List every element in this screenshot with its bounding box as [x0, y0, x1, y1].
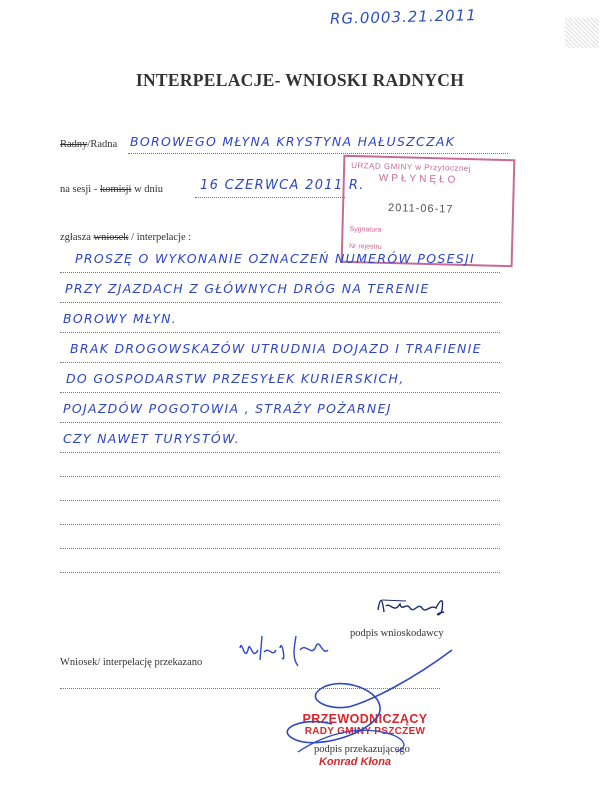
dotted-line — [60, 476, 500, 477]
scan-artifact — [565, 18, 599, 48]
sesja-label: na sesji - — [60, 184, 100, 195]
chairman-stamp-council: RADY GMINY PSZCZEW — [304, 726, 426, 737]
zglasza-label-group — [60, 232, 191, 243]
body-line: CZY NAWET TURYSTÓW. — [63, 431, 240, 446]
dotted-line — [60, 302, 500, 303]
chairman-stamp-name: Konrad Kłona — [318, 756, 392, 768]
dniu-label: w dniu — [131, 184, 163, 195]
podpis-przekazujacego-label: podpis przekazującego — [314, 744, 410, 755]
dotted-line — [60, 332, 500, 333]
dotted-line — [60, 392, 500, 393]
stamp-date: 2011-06-17 — [387, 201, 454, 216]
zglasza-label: zgłasza — [60, 232, 94, 243]
dotted-line — [60, 572, 500, 573]
stamp-label-sygnatura: Sygnatura — [349, 225, 382, 234]
komisji-struck: komisji — [99, 184, 132, 195]
dotted-line — [60, 500, 500, 501]
body-line: BRAK DROGOWSKAZÓW UTRUDNIA DOJAZD I TRAFIENIE — [70, 341, 482, 356]
dotted-line — [60, 524, 500, 525]
dotted-line — [60, 452, 500, 453]
chairman-signature — [262, 640, 462, 772]
date-dotted-line — [195, 197, 345, 198]
interpelacje-label: / interpelacje : — [128, 232, 192, 243]
podpis-wnioskodawcy-label: podpis wnioskodawcy — [350, 628, 444, 639]
session-date: 16 CZERWCA 2011 R. — [200, 178, 365, 193]
chairman-stamp-title: PRZEWODNICZĄCY — [302, 712, 428, 726]
przekazano-label: Wniosek/ interpelację przekazano — [60, 657, 203, 668]
body-line: PRZY ZJAZDACH Z GŁÓWNYCH DRÓG NA TERENIE — [65, 281, 430, 296]
wniosek-struck: wniosek — [93, 232, 129, 243]
radna-value: BOROWEGO MŁYNA KRYSTYNA HAŁUSZCZAK — [130, 134, 456, 149]
radny-struck: Radny — [60, 139, 88, 150]
body-line: PROSZĘ O WYKONANIE OZNACZEŃ NUMERÓW POSESJI — [75, 251, 476, 266]
reference-number: RG.0003.21.2011 — [329, 6, 478, 28]
applicant-signature — [372, 592, 462, 624]
dotted-line — [60, 272, 500, 273]
body-line: DO GOSPODARSTW PRZESYŁEK KURIERSKICH, — [66, 371, 405, 386]
dotted-line — [60, 422, 500, 423]
document-title: INTERPELACJE- WNIOSKI RADNYCH — [135, 70, 465, 90]
body-line: POJAZDÓW POGOTOWIA , STRAŻY POŻARNEJ — [63, 401, 392, 416]
body-line: BOROWY MŁYN. — [63, 311, 178, 326]
dotted-line — [60, 362, 500, 363]
stamp-office: URZĄD GMINY w Przytocznej — [351, 160, 472, 174]
radna-dotted-line — [128, 153, 508, 154]
radna-label-group — [60, 139, 117, 150]
stamp-received: WPŁYNĘŁO — [378, 172, 459, 186]
stamp-label-rejestr: Nr rejestru — [348, 242, 382, 251]
dotted-line — [60, 548, 500, 549]
radna-label: /Radna — [87, 139, 118, 150]
sesja-label-group — [60, 184, 163, 195]
